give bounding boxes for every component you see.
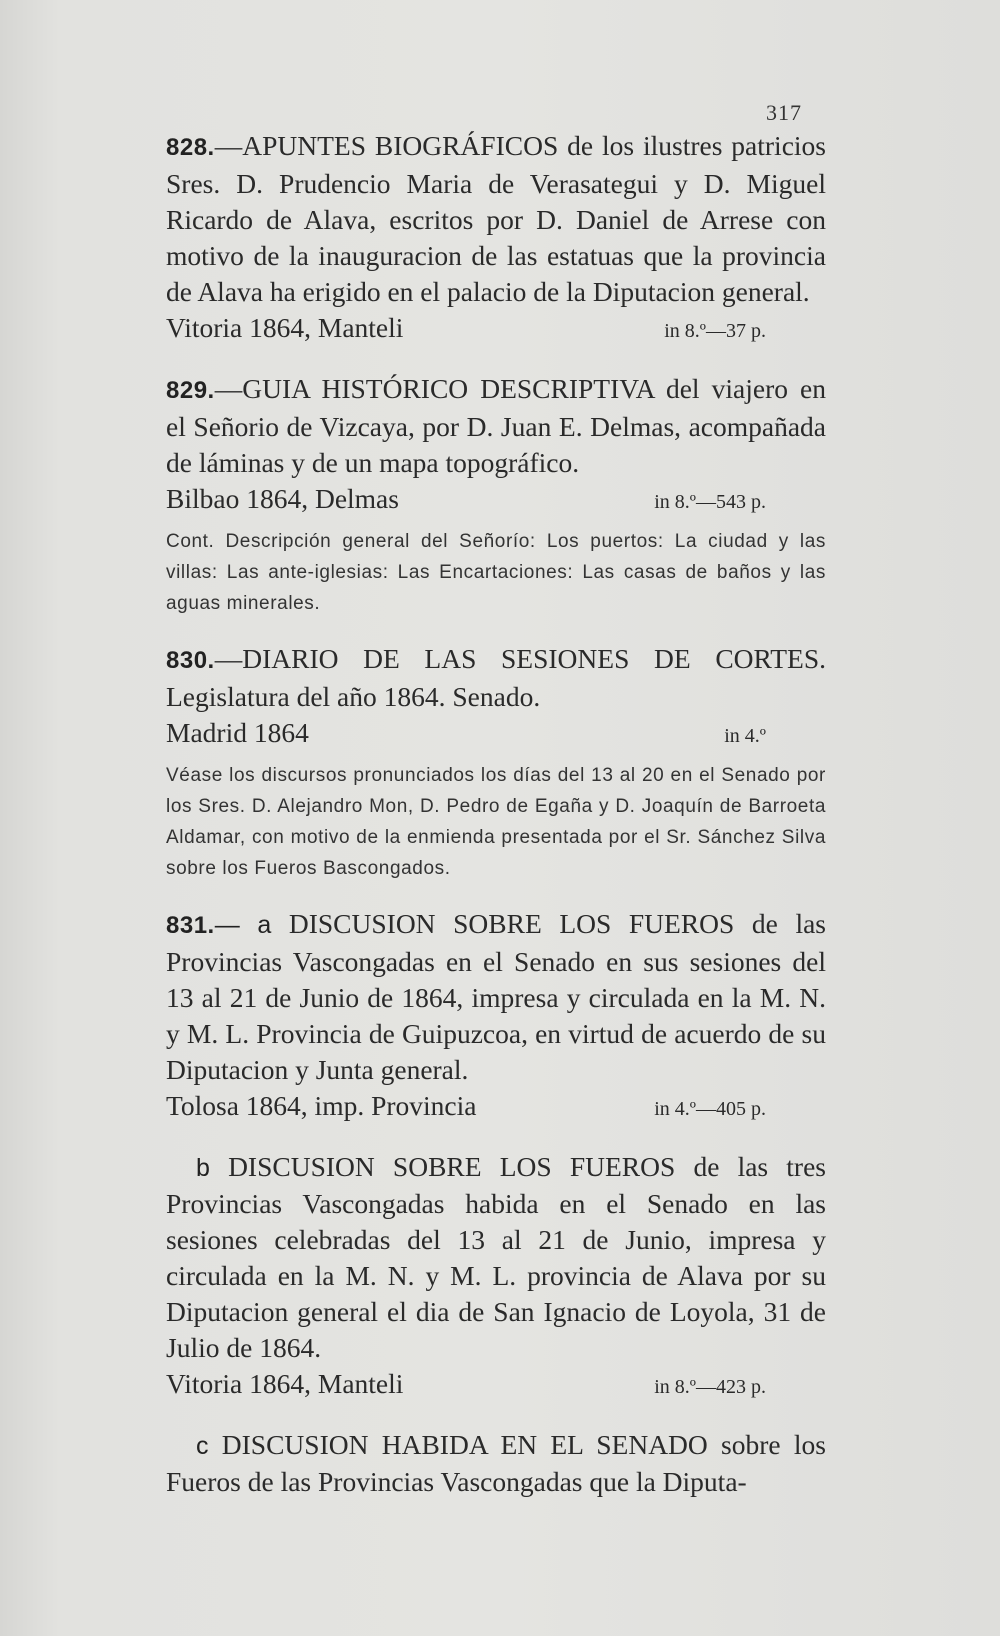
entry-text: [166, 371, 826, 481]
publication-place: Vitoria 1864, Manteli: [166, 312, 404, 343]
note-label: Cont.: [166, 531, 215, 552]
entry-text: [166, 1149, 826, 1366]
publication-line: [166, 310, 826, 349]
entry-body: —DIARIO DE LAS SESIONES DE CORTES. Legislatura del año 1864. Senado.: [166, 643, 826, 712]
entry-828: [166, 128, 826, 349]
entry-831-c: [166, 1427, 826, 1500]
publication-line: [166, 1366, 826, 1405]
note-text: Véase los discursos pronunciados los días del 13 al 20 en el Senado por los Sres. D. Alejandro Mon, D. Pedro de Egaña y D. Joaquín de Barroeta Aldamar, con motivo de la enmienda presentada por el Sr. Sánchez Silva sobre los Fueros Bascongados.: [166, 765, 826, 879]
publication-line: [166, 481, 826, 520]
entry-number: 828.: [166, 134, 215, 161]
note-text: Descripción general del Señorío: Los puertos: La ciudad y las villas: Las ante-iglesias: Las Encartaciones: Las casas de baños y las aguas minerales.: [166, 531, 826, 614]
entry-body: DISCUSION SOBRE LOS FUEROS de las Provincias Vascongadas en el Senado en sus sesiones del 13 al 21 de Junio de 1864, impresa y circulada en la M. N. y M. L. Provincia de Guipuzcoa, en virtud de acuerdo de su Diputacion y Junta general.: [166, 908, 826, 1085]
entry-number: 831.: [166, 912, 215, 939]
publication-place: Bilbao 1864, Delmas: [166, 483, 399, 514]
entry-body: DISCUSION HABIDA EN EL SENADO sobre los Fueros de las Provincias Vascongadas que la Diputa-: [166, 1429, 826, 1497]
entry-text: [166, 906, 826, 1088]
publication-place: Tolosa 1864, imp. Provincia: [166, 1090, 477, 1121]
publication-format: in 4.º: [724, 725, 766, 747]
publication-line: [166, 1088, 826, 1127]
sub-entry-letter: — a: [214, 911, 272, 939]
page-content: [166, 128, 826, 1522]
sub-entry-letter: c: [196, 1432, 209, 1460]
entry-body: —APUNTES BIOGRÁFICOS de los ilustres patricios Sres. D. Prudencio Maria de Verasategui y D. Miguel Ricardo de Alava, escritos por D. Daniel de Arrese con motivo de la inauguracion de las estatuas que la provincia de Alava ha erigido en el palacio de la Diputacion general.: [166, 130, 826, 307]
reference-note: [166, 760, 826, 884]
entry-body: DISCUSION SOBRE LOS FUEROS de las tres Provincias Vascongadas habida en el Senado en las sesiones celebradas del 13 al 21 de Junio, impresa y circulada en la M. N. y M. L. provincia de Alava por su Diputacion general el dia de San Ignacio de Loyola, 31 de Julio de 1864.: [166, 1151, 826, 1363]
entry-number: 830.: [166, 647, 215, 674]
sub-entry-letter: b: [196, 1154, 210, 1182]
page-number: 317: [766, 100, 802, 125]
publication-format: in 8.º—543 p.: [654, 491, 766, 513]
publication-format: in 4.º—405 p.: [654, 1098, 766, 1120]
publication-format: in 8.º—423 p.: [654, 1376, 766, 1398]
entry-831-a: [166, 906, 826, 1127]
entry-text: [166, 1427, 826, 1500]
entry-829: [166, 371, 826, 619]
publication-line: [166, 715, 826, 754]
entry-body: —GUIA HISTÓRICO DESCRIPTIVA del viajero en el Señorio de Vizcaya, por D. Juan E. Delmas, acompañada de láminas y de un mapa topográfico.: [166, 373, 826, 478]
entry-number: 829.: [166, 377, 215, 404]
entry-text: [166, 128, 826, 310]
publication-format: in 8.º—37 p.: [664, 320, 766, 342]
entry-830: [166, 641, 826, 884]
entry-831-b: [166, 1149, 826, 1405]
publication-place: Madrid 1864: [166, 717, 309, 748]
publication-place: Vitoria 1864, Manteli: [166, 1368, 404, 1399]
entry-text: [166, 641, 826, 715]
contents-note: [166, 526, 826, 619]
